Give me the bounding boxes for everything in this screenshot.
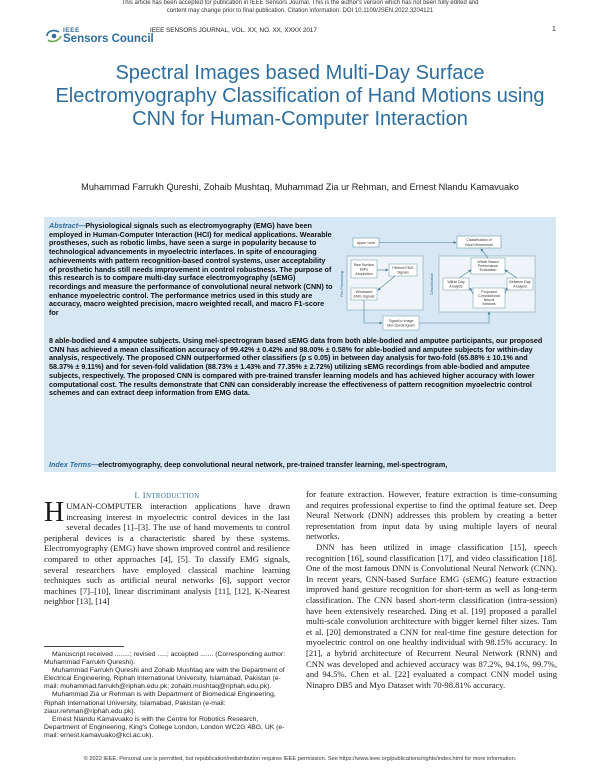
- index-terms-dash: —: [91, 460, 99, 469]
- section-heading-introduction: [44, 490, 290, 500]
- logo-text-bottom: Sensors Council: [63, 33, 154, 45]
- raw-emg-label-3: Acquisition: [355, 272, 373, 276]
- within-day-label-2: Analysis: [449, 284, 463, 289]
- author-list: Muhammad Farrukh Qureshi, Zohaib Mushtaq, Muhammad Zia ur Rehman, and Ernest Nlandu Kamavuako: [81, 182, 519, 192]
- paper-title: Spectral Images based Multi-Day Surface Electromyography Classification of Hand Motions using CNN for Human-Computer Interaction: [55, 62, 545, 130]
- abstract-part-2: [49, 337, 551, 398]
- publication-notice: [0, 0, 600, 15]
- filtered-emg-label-2: Signals: [397, 270, 409, 275]
- performance-label-2: Performance: [477, 264, 499, 268]
- notice-line-2: content may change prior to final publication. Citation information: DOI 10.1109/JSEN.2022.3204121: [166, 7, 434, 14]
- classification-label-1: Classification of: [466, 238, 492, 242]
- performance-label-1: Within Based: [477, 260, 499, 264]
- body-paragraph-dnn: DNN has been utilized in image classification [15], speech recognition [16], sound classification [17], and video classification [18]. One of the most famous DNN is Convolutional Neural Network (CNN). In recent years, CNN-based Surface EMG (sEMG) feature extraction improved hand gesture recognition for short-term as well as long-term classification. The CNN based short-term classification (intra-session) have been extensively researched. Ding et al. [19] proposed a parallel multi-scale convolution architecture with bigger kernel filter sizes. Tam et al. [20] demonstrated a CNN for real-time fine gesture detection for myoelectric control on one healthy individual with 98.15% accuracy. In [21], a hybrid architecture of Recurrent Neural Network (RNN) and CNN was developed and achieved accuracy was 87.2%, 94.1%, 99.7%, and 94.5%. Chen et al. [22] evaluated a compact CNN model using Ninapro DB5 and Myo Dataset with 70-98.81% accuracy.: [306, 541, 557, 690]
- upper-limb-label: Upper Limb: [356, 241, 376, 245]
- cnn-label-3: Neural: [483, 298, 495, 302]
- body-column-left: [44, 497, 290, 607]
- body-paragraph-feature-extraction: for feature extraction. However, feature extraction is time-consuming and requires professional expertise to find the optimal feature set. Deep Neural Network (DNN) addresses this problem by creating a better representation from input data by using multiple layers of neural networks.: [306, 489, 557, 542]
- pre-processing-side-label: Pre-Processing: [340, 271, 344, 297]
- within-day-label-1: Within Day: [447, 280, 465, 284]
- footnote-manuscript: Manuscript received ........; revised .....; accepted ....... (Corresponding author: Muhammad Farrukh Qureshi).: [44, 651, 286, 667]
- between-day-label-2: Analysis: [513, 284, 527, 289]
- page-number: 1: [552, 26, 556, 33]
- between-day-label-1: Between Day: [509, 280, 531, 284]
- filtered-emg-label-1: Filtered EMG: [392, 266, 414, 270]
- body-column-right: [306, 489, 557, 690]
- index-terms-label: Index Terms: [49, 460, 92, 469]
- performance-label-3: Evaluation: [479, 268, 497, 272]
- footnote-rehman: Muhammad Zia ur Rehman is with Department of Biomedical Engineering, Riphah International University, Islamabad, Pakistan (e-mail: ziaur.rehman@riphah.edu.pk).: [44, 691, 276, 715]
- journal-info: IEEE SENSORS JOURNAL, VOL. XX, NO. XX, XXXX 2017: [150, 27, 317, 34]
- windowed-emg-label-2: EMG Signals: [353, 294, 375, 299]
- logo-text-top: IEEE: [63, 27, 80, 34]
- raw-emg-label-1: Raw Surface: [353, 263, 375, 267]
- abstract-paragraph-2: 8 able-bodied and 4 amputee subjects. Using mel-spectrogram based sEMG data from both able-bodied and amputee participants, our proposed CNN has achieved a mean classification accuracy of 99.42% ± 0.42% and 98.00% ± 0.58% for able-bodied and amputee subjects for within-day analysis, respectively. The proposed CNN outperformed other classifiers (p ≤ 0.05) in between day analysis for two-fold (65.88% ± 10.1% and 58.37% ± 9.11%) and for seven-fold validation (88.73% ± 1.43% and 77.35% ± 2.72%) utilizing sEMG recordings from able-bodied and amputee subjects, respectively. The proposed CNN is compared with pre-trained transfer learning models and has achieved higher accuracy with lower computational cost. The results demonstrate that CNN can considerably increase the effectiveness of pattern recognition myoelectric control schemes and can extract deep information from EMG data.: [49, 336, 543, 398]
- windowed-emg-label-1: Windowed: [355, 290, 373, 294]
- abstract-dash: —: [78, 221, 86, 230]
- graphical-abstract-diagram: [339, 232, 551, 336]
- notice-line-1: This article has been accepted for publication in IEEE Sensors Journal. This is the author's version which has not been fully edited and: [121, 0, 479, 6]
- footnote-qureshi-mushtaq: Muhammad Farrukh Qureshi and Zohaib Mushtaq are with the Department of Electrical Engineering, Riphah International University, Islamabad, Pakistan (e-mail: muhammad.farrukh@riphah.edu.pk; zohaib.mushtaq@riphah.edu.pk).: [44, 667, 285, 691]
- cnn-label-4: Network: [482, 302, 496, 306]
- intro-lead-word: UMAN-COMPUTER: [66, 501, 143, 511]
- abstract-text-1: Physiological signals such as electromyography (EMG) have been employed in Human-Computer Interaction (HCI) for medical applications. Wearable prostheses, such as robotic limbs, have seen a surge in popularity because to technological advancements in myoelectric interfaces. In spite of encouraging achievements with pattern recognition-based control systems, user acceptability of prosthetic hands still needs improvement in control robustness. The purpose of this research is to compare multi-day surface electromyography (sEMG) recordings and measure the performance of convolutional neural network (CNN) to enhance myoelectric control. The performance metrics used in this study are accuracy, macro weighted precision, macro weighted recall, and macro F1-score for: [49, 221, 333, 318]
- footnote-separator: [44, 646, 124, 647]
- footnotes: [44, 651, 290, 740]
- signal-to-image-label-1: Signal to Image: [388, 319, 414, 323]
- sensors-council-logo-icon: [46, 29, 62, 43]
- drop-cap: H: [44, 497, 65, 528]
- classification-side-label: Classification: [430, 272, 434, 296]
- classification-label-2: Hand Movements: [464, 243, 494, 247]
- section-title-rest: NTRODUCTION: [146, 493, 200, 500]
- signal-to-image-label-2: Mel-Spectrogram: [387, 323, 415, 328]
- abstract-part-1: [49, 222, 334, 318]
- abstract-paragraph-1: [49, 222, 334, 318]
- cnn-label-2: Convolutional: [478, 294, 500, 298]
- index-terms: [49, 461, 551, 470]
- copyright-footer: © 2022 IEEE. Personal use is permitted, but republication/redistribution requires IEEE permission. See https://www.ieee.org/publications/rights/index.html for more information.: [83, 756, 517, 762]
- raw-emg-label-2: EMG: [359, 267, 369, 272]
- cnn-label-1: Proposed: [481, 290, 497, 294]
- ieee-sensors-council-logo: [46, 27, 154, 47]
- section-title-initial: I: [142, 490, 147, 500]
- intro-paragraph: [44, 497, 290, 607]
- footnote-kamavuako: Ernest Nlandu Kamavuako is with the Centre for Robotics Research, Department of Engineering, King's College London, London WC2G 4BG, UK (e-mail: ernest.kamavuako@kcl.ac.uk).: [44, 715, 285, 739]
- image-to-classification-arrow: [419, 312, 489, 323]
- section-number: I.: [134, 490, 141, 500]
- index-terms-text: electromyography, deep convolutional neural network, pre-trained transfer learning, mel-spectrogram,: [98, 460, 448, 469]
- abstract-label: Abstract: [49, 221, 79, 230]
- intro-text: interaction applications have drawn increasing interest in myoelectric control devices in the last several decades [1]–[3]. The use of hand movements to control peripheral devices is a characteristic shared by these systems. Electromyography (EMG) have shown improved control and resilience compared to other approaches [4], [5]. To classify EMG signals, several researchers have employed classical machine learning techniques such as artificial neural networks [6], support vector machines [7]–[10], linear discriminant analysis [11], [12], K-Nearest neighbor [13], [14]: [44, 501, 290, 607]
